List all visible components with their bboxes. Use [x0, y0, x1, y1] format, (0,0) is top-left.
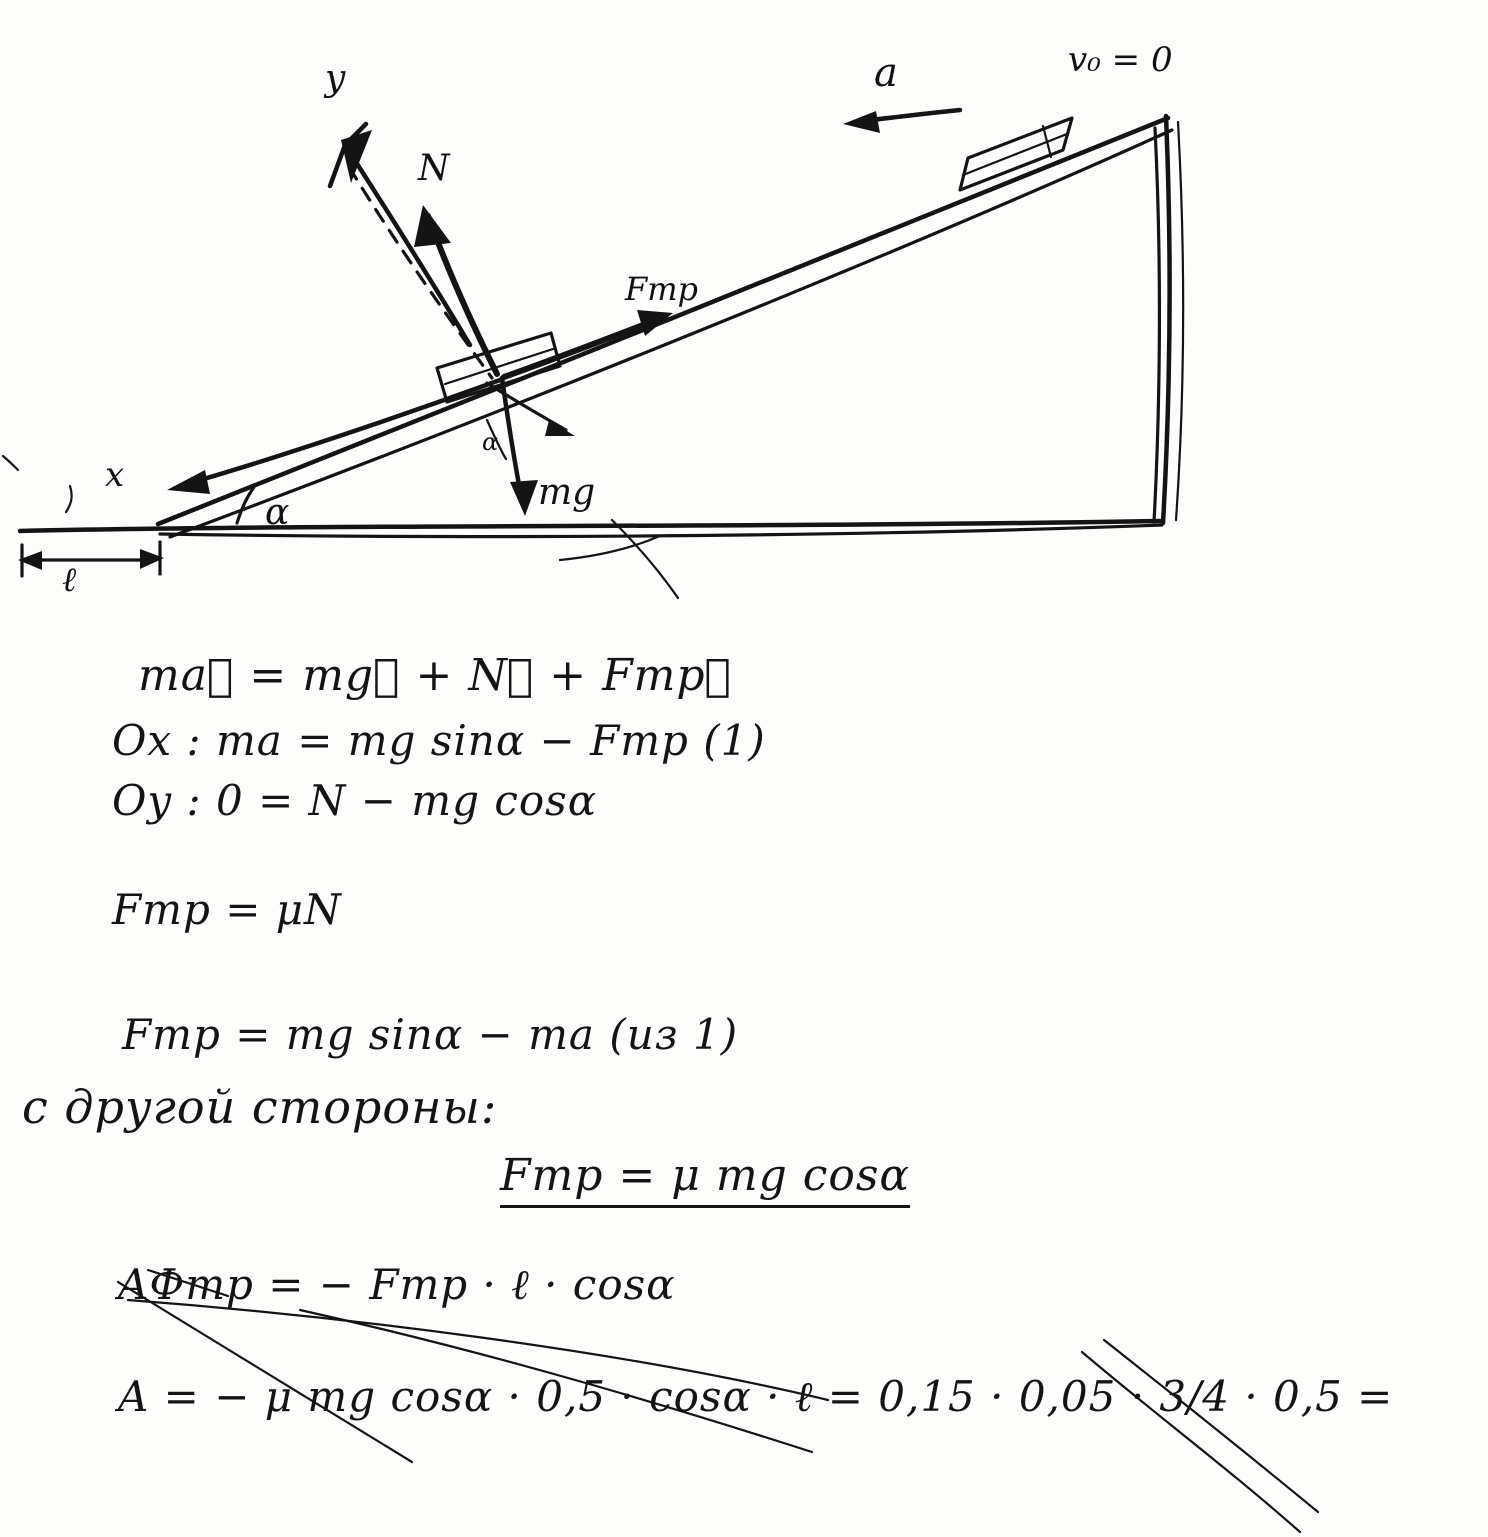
- incline-surface: [158, 118, 1172, 537]
- friction-force-label: Fтр: [625, 270, 699, 308]
- equation-projection-ox: Ox : ma = mg sinα − Fтр (1): [112, 716, 766, 765]
- note-other-side: с другой стороны:: [22, 1080, 498, 1134]
- block-angle-label: α: [482, 428, 499, 456]
- friction-force-arrow: [504, 310, 673, 377]
- normal-force-arrow: [414, 205, 497, 374]
- equation-friction-from-1: Fтр = mg sinα − ma (из 1): [122, 1010, 739, 1059]
- equation-friction-boxed: Fтр = μ mg cosα: [500, 1150, 910, 1208]
- axis-x-label: x: [105, 455, 125, 495]
- axis-y-label: y: [325, 58, 346, 99]
- axis-x-arrow: [167, 380, 500, 494]
- initial-velocity-label: v₀ = 0: [1068, 40, 1173, 80]
- equation-work-friction: AФтр = − Fтр · ℓ · cosα: [118, 1260, 676, 1309]
- acceleration-arrow: [843, 110, 960, 133]
- distance-label: ℓ: [62, 560, 77, 600]
- incline-angle-label: α: [265, 492, 290, 533]
- equation-work-substituted: A = − μ mg cosα · 0,5 · cosα · ℓ = 0,15 · 0,05 · 3/4 · 0,5 =: [118, 1372, 1394, 1421]
- equation-newton-vector: ma⃗ = mg⃗ + N⃗ + Fтр⃗: [138, 650, 732, 701]
- acceleration-label: a: [874, 50, 898, 96]
- gravity-force-label: mg: [538, 472, 596, 513]
- equation-projection-oy: Oy : 0 = N − mg cosα: [112, 776, 598, 825]
- incline-vertical-side: [1154, 116, 1183, 523]
- normal-force-label: N: [418, 148, 450, 189]
- equation-friction-law: Fтр = μN: [112, 885, 342, 934]
